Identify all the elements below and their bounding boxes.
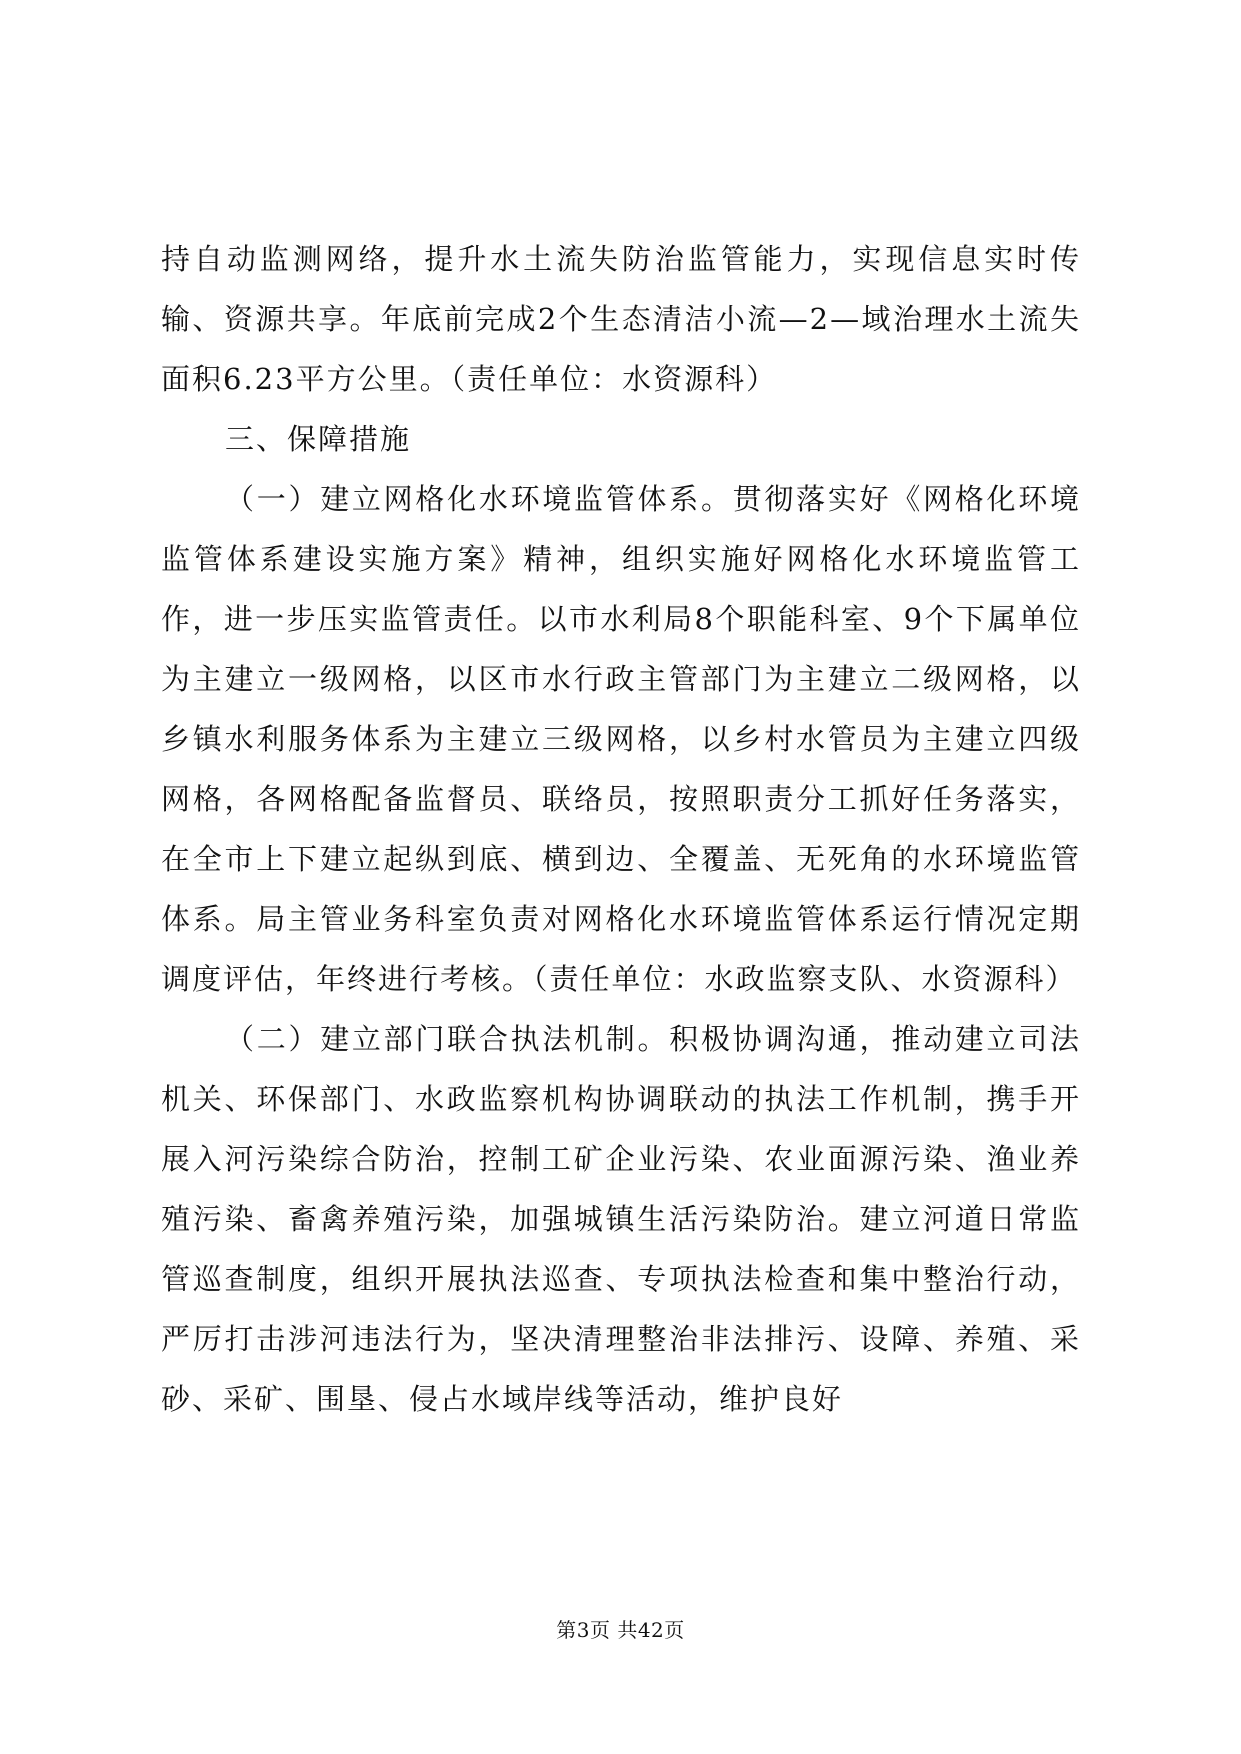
section-heading: 三、保障措施 (225, 422, 412, 456)
paragraph-grid-supervision: （一）建立网格化水环境监管体系。贯彻落实好《网格化环境监管体系建设实施方案》精神，组织实施好网格化水环境监管工作，进一步压实监管责任。以市水利局8个职能科室、9个下属单位为主建立一级网格，以区市水行政主管部门为主建立二级网格，以乡镇水利服务体系为主建立三级网格，以乡村水管员为主建立四级网格，各网格配备监督员、联络员，按照职责分工抓好任务落实，在全市上下建立起纵到底、横到边、全覆盖、无死角的水环境监管体系。局主管业务科室负责对网格化水环境监管体系运行情况定期调度评估，年终进行考核。（责任单位：水政监察支队、水资源科） (161, 482, 1081, 996)
paragraph-joint-enforcement: （二）建立部门联合执法机制。积极协调沟通，推动建立司法机关、环保部门、水政监察机构协调联动的执法工作机制，携手开展入河污染综合防治，控制工矿企业污染、农业面源污染、渔业养殖污染、畜禽养殖污染，加强城镇生活污染防治。建立河道日常监管巡查制度，组织开展执法巡查、专项执法检查和集中整治行动，严厉打击涉河违法行为，坚决清理整治非法排污、设障、养殖、采砂、采矿、围垦、侵占水域岸线等活动，维护良好 (161, 1022, 1081, 1416)
document-body (161, 229, 1081, 1429)
paragraph-continued: 持自动监测网络，提升水土流失防治监管能力，实现信息实时传输、资源共享。年底前完成2个生态清洁小流—2—域治理水土流失面积6.23平方公里。（责任单位：水资源科） (161, 242, 1081, 396)
page-number-footer: 第3页 共42页 (556, 1618, 685, 1642)
